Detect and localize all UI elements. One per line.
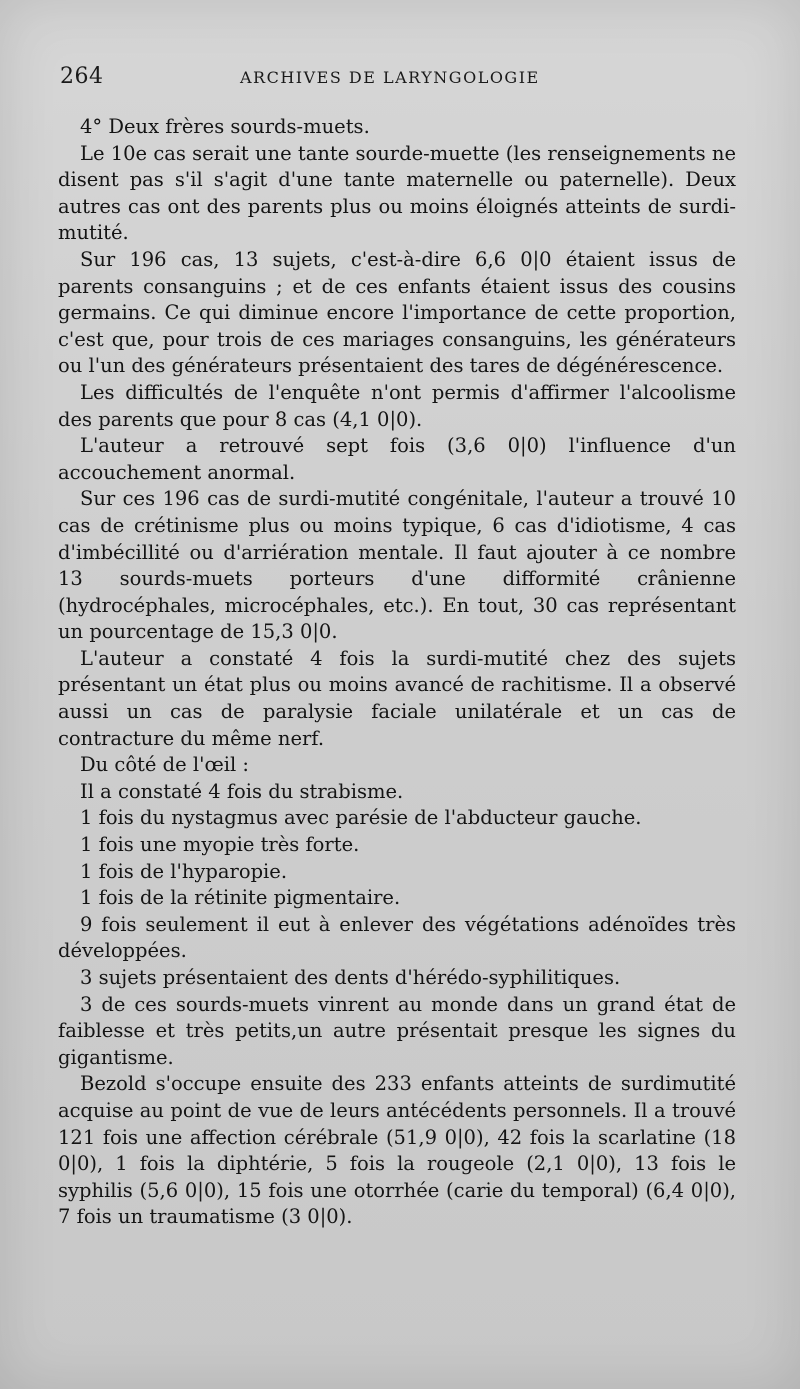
paragraph: Sur ces 196 cas de surdi-mutité congénitale, l'auteur a trouvé 10 cas de crétinisme plus ou moins typique, 6 cas d'idiotisme, 4 cas d'imbécillité ou d'arriération mentale. Il faut ajouter à ce nombre 13 sourds-muets porteurs d'une difformité crânienne (hydrocéphales, microcéphales, etc.). En tout, 30 cas représentant un pourcentage de 15,3 0|0. xyxy=(58,487,736,644)
paragraph: Bezold s'occupe ensuite des 233 enfants atteints de surdimutité acquise au point de vue de leurs antécédents personnels. Il a trouvé 121 fois une affection cérébrale (51,9 0|0), 42 fois la scarlatine (18 0|0), 1 fois la diphtérie, 5 fois la rougeole (2,1 0|0), 13 fois le syphilis (5,6 0|0), 15 fois une otorrhée (carie du temporal) (6,4 0|0), 7 fois un traumatisme (3 0|0). xyxy=(58,1072,736,1229)
paragraph: 3 sujets présentaient des dents d'hérédo-syphilitiques. xyxy=(80,966,621,989)
paragraph: L'auteur a retrouvé sept fois (3,6 0|0) l'influence d'un accouchement anormal. xyxy=(58,434,736,484)
paragraph: Il a constaté 4 fois du strabisme. xyxy=(80,779,404,803)
paragraph: 1 fois de la rétinite pigmentaire. xyxy=(80,886,401,910)
paragraph: Le 10e cas serait une tante sourde-muette (les renseignements ne disent pas s'il s'agit d'une tante maternelle ou paternelle). Deux autres cas ont des parents plus ou moins éloignés atteints de surdi-mutité. xyxy=(58,141,736,245)
page-number: 264 xyxy=(60,64,104,89)
paragraph: Sur 196 cas, 13 sujets, c'est-à-dire 6,6 0|0 étaient issus de parents consanguins ; et de ces enfants étaient issus des cousins germains. Ce qui diminue encore l'importance de cette proportion, c'est que, pour trois de ces mariages consanguins, les générateurs ou l'un des générateurs présentaient des tares de dégénérescence. xyxy=(58,247,736,378)
paragraph: 4° Deux frères sourds-muets. xyxy=(80,115,370,138)
running-head: ARCHIVES DE LARYNGOLOGIE xyxy=(240,68,540,87)
paragraph: Les difficultés de l'enquête n'ont permis d'affirmer l'alcoolisme des parents que pour 8 cas (4,1 0|0). xyxy=(58,380,736,431)
paragraph: Du côté de l'œil : xyxy=(80,753,249,777)
paragraph: L'auteur a constaté 4 fois la surdi-mutité chez des sujets présentant un état plus ou moins avancé de rachitisme. Il a observé aussi un cas de paralysie faciale unilatérale et un cas de contracture du même nerf. xyxy=(58,646,736,750)
paragraph: 1 fois de l'hyparopie. xyxy=(80,859,288,883)
paragraph: 9 fois seulement il eut à enlever des végétations adénoïdes très développées. xyxy=(58,912,736,963)
paragraph: 1 fois une myopie très forte. xyxy=(80,833,360,857)
paragraph: 1 fois du nystagmus avec parésie de l'abducteur gauche. xyxy=(80,806,642,830)
page-header xyxy=(60,64,740,94)
body-text xyxy=(58,114,736,1231)
paragraph: 3 de ces sourds-muets vinrent au monde dans un grand état de faiblesse et très petits,un autre présentait presque les signes du gigantisme. xyxy=(58,992,736,1069)
